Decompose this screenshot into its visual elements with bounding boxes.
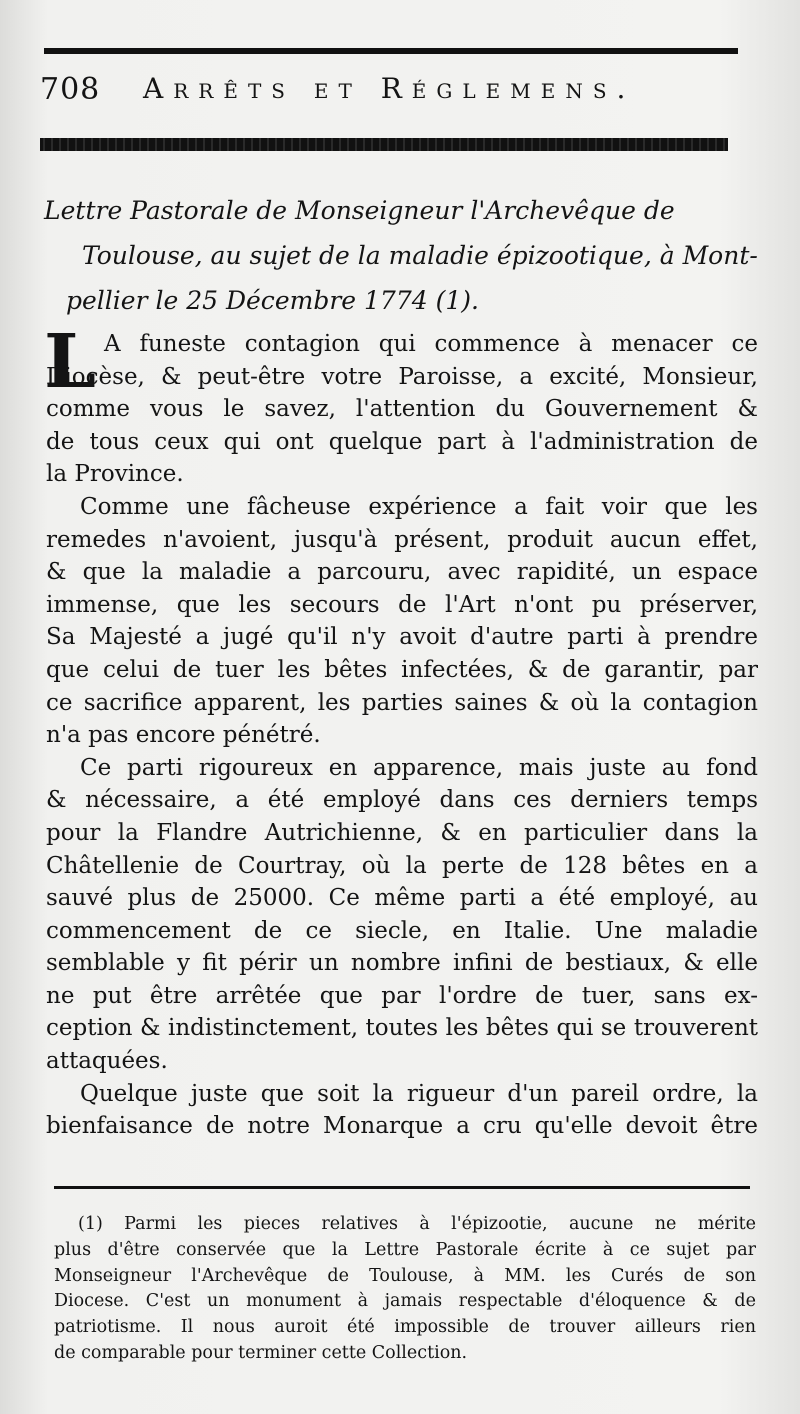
footnote-line: de comparable pour terminer cette Collection. [54,1342,468,1363]
body-line: Sa Majesté a jugé qu'il n'y avoit d'autre parti à prendre [46,624,758,651]
page-number: 708 [40,72,101,107]
body-line: pour la Flandre Autrichienne, & en particulier dans la [46,819,758,846]
body-line: semblable y fit périr un nombre infini de bestiaux, & elle [46,950,758,977]
body-line: & nécessaire, a été employé dans ces derniers temps [46,787,758,814]
body-line: & que la maladie a parcouru, avec rapidité, un espace [46,559,758,586]
footnote [54,1212,756,1367]
body-line: de tous ceux qui ont quelque part à l'administration de [46,428,758,455]
footnote-line: plus d'être conservée que la Lettre Pastorale écrite à ce sujet par [54,1239,756,1260]
body-line: ception & indistinctement, toutes les bêtes qui se trouverent [46,1015,758,1042]
body-line: Châtellenie de Courtray, où la perte de 128 bêtes en a [46,852,758,879]
letter-heading [44,188,764,323]
body-line: remedes n'avoient, jusqu'à présent, produit aucun effet, [46,526,758,553]
body-line: attaquées. [46,1048,168,1075]
footnote-rule [54,1186,750,1189]
body-line: comme vous le savez, l'attention du Gouvernement & [46,396,758,423]
footnote-line: patriotisme. Il nous auroit été impossible de trouver ailleurs rien [54,1317,756,1338]
body-line: la Province. [46,461,184,488]
body-line: bienfaisance de notre Monarque a cru qu'elle devoit être [46,1113,758,1140]
footnote-line: Monseigneur l'Archevêque de Toulouse, à MM. les Curés de son [54,1265,756,1286]
letter-body [44,319,758,1143]
body-line: n'a pas encore pénétré. [46,722,321,749]
heading-line: Toulouse, au sujet de la maladie épizootique, à Mont- [82,241,758,270]
running-title: Arrêts et Réglemens. [143,72,636,105]
body-line: Comme une fâcheuse expérience a fait voir que les [80,493,758,520]
body-line: Diocèse, & peut-être votre Paroisse, a excité, Monsieur, [46,363,758,390]
body-line: ne put être arrêtée que par l'ordre de tuer, sans ex- [46,982,758,1009]
heading-line: Lettre Pastorale de Monseigneur l'Archevêque de [44,196,675,225]
drop-cap: L [44,319,97,405]
body-line: commencement de ce siecle, en Italie. Une maladie [46,917,758,944]
body-line: ce sacrifice apparent, les parties saines & où la contagion [46,689,758,716]
footnote-line: Diocese. C'est un monument à jamais respectable d'éloquence & de [54,1291,756,1312]
body-line: Quelque juste que soit la rigueur d'un pareil ordre, la [80,1080,758,1107]
body-line: immense, que les secours de l'Art n'ont pu préserver, [46,591,758,618]
heading-line: pellier le 25 Décembre 1774 (1). [66,286,479,315]
body-line: que celui de tuer les bêtes infectées, & de garantir, par [46,656,758,683]
body-line: Ce parti rigoureux en apparence, mais juste au fond [80,754,758,781]
body-line: sauvé plus de 25000. Ce même parti a été employé, au [46,885,758,912]
footnote-line: (1) Parmi les pieces relatives à l'épizootie, aucune ne mérite [78,1214,756,1234]
top-rule [44,48,738,54]
ornamental-rule [40,138,728,151]
body-line: A funeste contagion qui commence à menacer ce [104,331,758,357]
page-header [40,72,740,112]
